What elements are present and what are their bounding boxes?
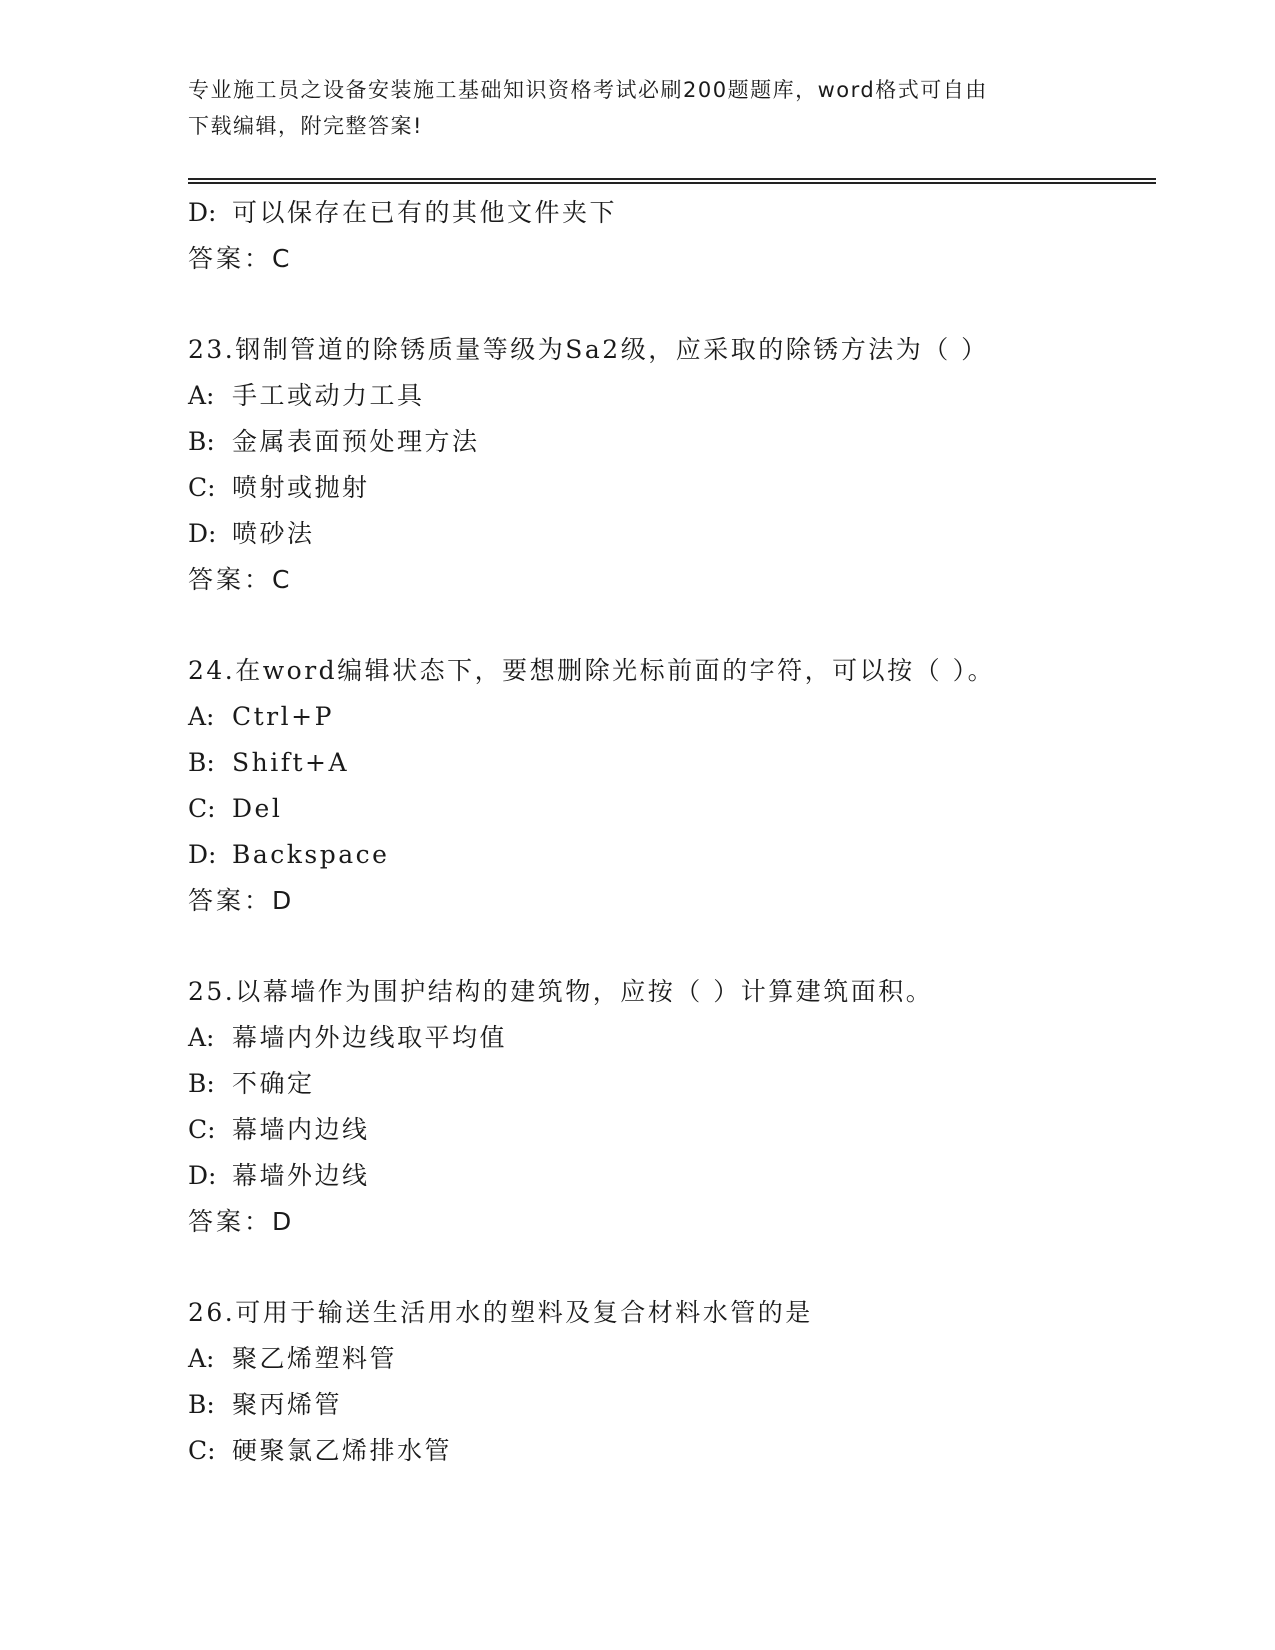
spacer [188,603,1148,648]
option-text: 聚乙烯塑料管 [232,1344,398,1373]
option-text: 幕墙内边线 [232,1115,370,1144]
option-line [188,1061,1148,1107]
question-block-26 [188,1290,1148,1474]
answer-line [188,878,1148,924]
answer-value: C [272,244,291,273]
option-text: 幕墙内外边线取平均值 [232,1023,508,1052]
option-text: Shift+A [232,748,350,777]
option-line [188,1336,1148,1382]
answer-label: 答案： [188,886,273,915]
question-stem: 23.钢制管道的除锈质量等级为Sa2级，应采取的除锈方法为（ ） [188,335,989,364]
option-key: A: [188,381,215,410]
option-key: D: [188,1161,217,1190]
answer-line [188,557,1148,603]
option-key: C: [188,1436,216,1465]
option-line [188,190,1148,236]
answer-line [188,1199,1148,1245]
option-text: 聚丙烯管 [232,1390,343,1419]
option-key: B: [188,1069,215,1098]
question-stem: 24.在word编辑状态下，要想删除光标前面的字符，可以按（ ）。 [188,656,996,685]
option-text: 硬聚氯乙烯排水管 [232,1436,453,1465]
question-block-24 [188,648,1148,924]
option-text: 喷砂法 [232,519,315,548]
option-key: A: [188,702,215,731]
header-title-line-1: 专业施工员之设备安装施工基础知识资格考试必刷200题题库，word格式可自由 [188,78,988,102]
option-line [188,1428,1148,1474]
question-list [188,190,1148,1474]
option-text: Backspace [232,840,390,869]
option-line [188,1107,1148,1153]
option-key: C: [188,1115,216,1144]
answer-value: C [272,565,291,594]
option-line [188,832,1148,878]
option-key: A: [188,1344,215,1373]
header-title-line-2: 下载编辑，附完整答案! [188,114,423,138]
answer-label: 答案： [188,244,273,273]
option-text: 金属表面预处理方法 [232,427,480,456]
answer-line [188,236,1148,282]
option-line [188,465,1148,511]
option-line [188,1382,1148,1428]
option-text: 喷射或抛射 [232,473,370,502]
answer-value: D [272,886,293,915]
option-key: D: [188,198,217,227]
option-line [188,1153,1148,1199]
option-text: 不确定 [232,1069,315,1098]
option-key: B: [188,748,215,777]
option-key: A: [188,1023,215,1052]
question-block-prev [188,190,1148,282]
question-block-23 [188,327,1148,603]
option-text: Ctrl+P [232,702,334,731]
option-key: D: [188,519,217,548]
answer-label: 答案： [188,1207,273,1236]
option-line [188,786,1148,832]
option-key: C: [188,473,216,502]
option-line [188,373,1148,419]
question-stem: 25.以幕墙作为围护结构的建筑物，应按（ ）计算建筑面积。 [188,977,934,1006]
option-text: 幕墙外边线 [232,1161,370,1190]
rule-line-top [188,178,1156,180]
answer-value: D [272,1207,293,1236]
question-stem: 26.可用于输送生活用水的塑料及复合材料水管的是 [188,1298,813,1327]
option-text: 可以保存在已有的其他文件夹下 [232,198,618,227]
option-line [188,1015,1148,1061]
option-text: 手工或动力工具 [232,381,425,410]
option-key: C: [188,794,216,823]
spacer [188,1245,1148,1290]
rule-line-bottom [188,182,1156,184]
spacer [188,282,1148,327]
answer-label: 答案： [188,565,273,594]
document-header [188,72,1068,144]
option-key: D: [188,840,217,869]
option-key: B: [188,1390,215,1419]
option-line [188,419,1148,465]
option-line [188,511,1148,557]
option-key: B: [188,427,215,456]
option-line [188,740,1148,786]
header-double-rule [188,178,1156,184]
option-text: Del [232,794,283,823]
question-block-25 [188,969,1148,1245]
option-line [188,694,1148,740]
spacer [188,924,1148,969]
